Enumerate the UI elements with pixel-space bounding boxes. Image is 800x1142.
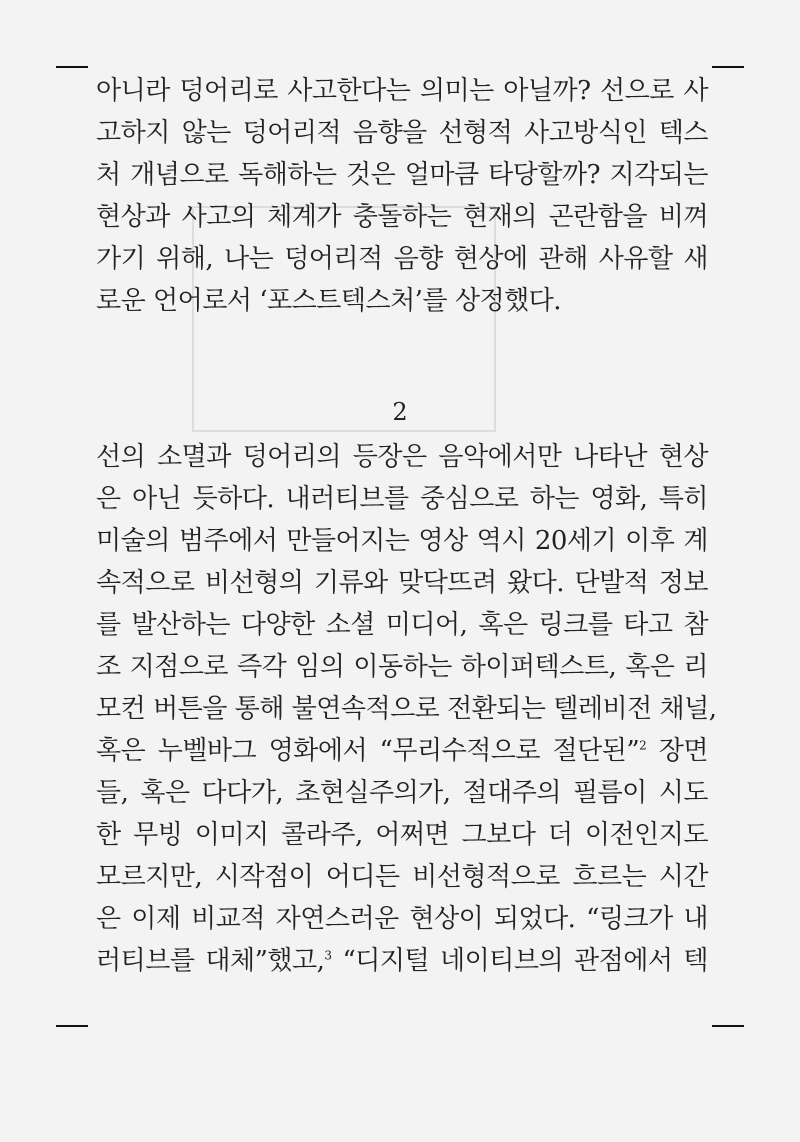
paragraph-line: 아니라 덩어리로 사고한다는 의미는 아닐까? 선으로 사 [96,76,708,106]
paragraph-line: 속적으로 비선형의 기류와 맞닥뜨려 왔다. 단발적 정보 [96,568,708,598]
paragraph-line [96,730,708,772]
crop-mark-bottom-right [712,1025,744,1027]
paragraph-line: 은 이제 비교적 자연스러운 현상이 되었다. “링크가 내 [96,904,708,934]
paragraph-line: 조 지점으로 즉각 임의 이동하는 하이퍼텍스트, 혹은 리 [96,652,708,682]
paragraph-line: 한 무빙 이미지 콜라주, 어쩌면 그보다 더 이전인지도 [96,820,708,850]
paragraph-line: 선의 소멸과 덩어리의 등장은 음악에서만 나타난 현상 [96,442,708,472]
paragraph-line [96,940,708,982]
footnote-marker: 3 [324,948,332,963]
paragraph-line: 가기 위해, 나는 덩어리적 음향 현상에 관해 사유할 새 [96,244,708,274]
crop-mark-top-right [712,66,744,68]
paragraph-line: 미술의 범주에서 만들어지는 영상 역시 20세기 이후 계 [96,526,708,556]
paragraph-line: 고하지 않는 덩어리적 음향을 선형적 사고방식인 텍스 [96,118,708,148]
paragraph-line: 로운 언어로서 ‘포스트텍스처’를 상정했다. [96,286,562,316]
line-text: “디지털 네이티브의 관점에서 텍 [331,946,709,976]
footnote-marker: 2 [639,738,647,753]
crop-mark-bottom-left [56,1025,88,1027]
crop-mark-top-left [56,66,88,68]
line-text: 러티브를 대체”했고, [96,946,325,976]
paragraph-line: 은 아닌 듯하다. 내러티브를 중심으로 하는 영화, 특히 [96,484,708,514]
paragraph-line: 를 발산하는 다양한 소셜 미디어, 혹은 링크를 타고 참 [96,610,708,640]
paragraph-line: 들, 혹은 다다가, 초현실주의가, 절대주의 필름이 시도 [96,778,708,808]
paragraph-line: 처 개념으로 독해하는 것은 얼마큼 타당할까? 지각되는 [96,160,708,190]
paragraph-1 [96,70,708,322]
paragraph-2 [96,436,717,982]
paragraph-line: 현상과 사고의 체계가 충돌하는 현재의 곤란함을 비껴 [96,202,708,232]
paragraph-line: 모르지만, 시작점이 어디든 비선형적으로 흐르는 시간 [96,862,708,892]
line-text: 혹은 누벨바그 영화에서 “무리수적으로 절단된” [96,736,640,766]
line-text: 장면 [646,736,708,766]
paragraph-line: 모컨 버튼을 통해 불연속적으로 전환되는 텔레비전 채널, [96,694,717,724]
section-number: 2 [392,398,408,426]
